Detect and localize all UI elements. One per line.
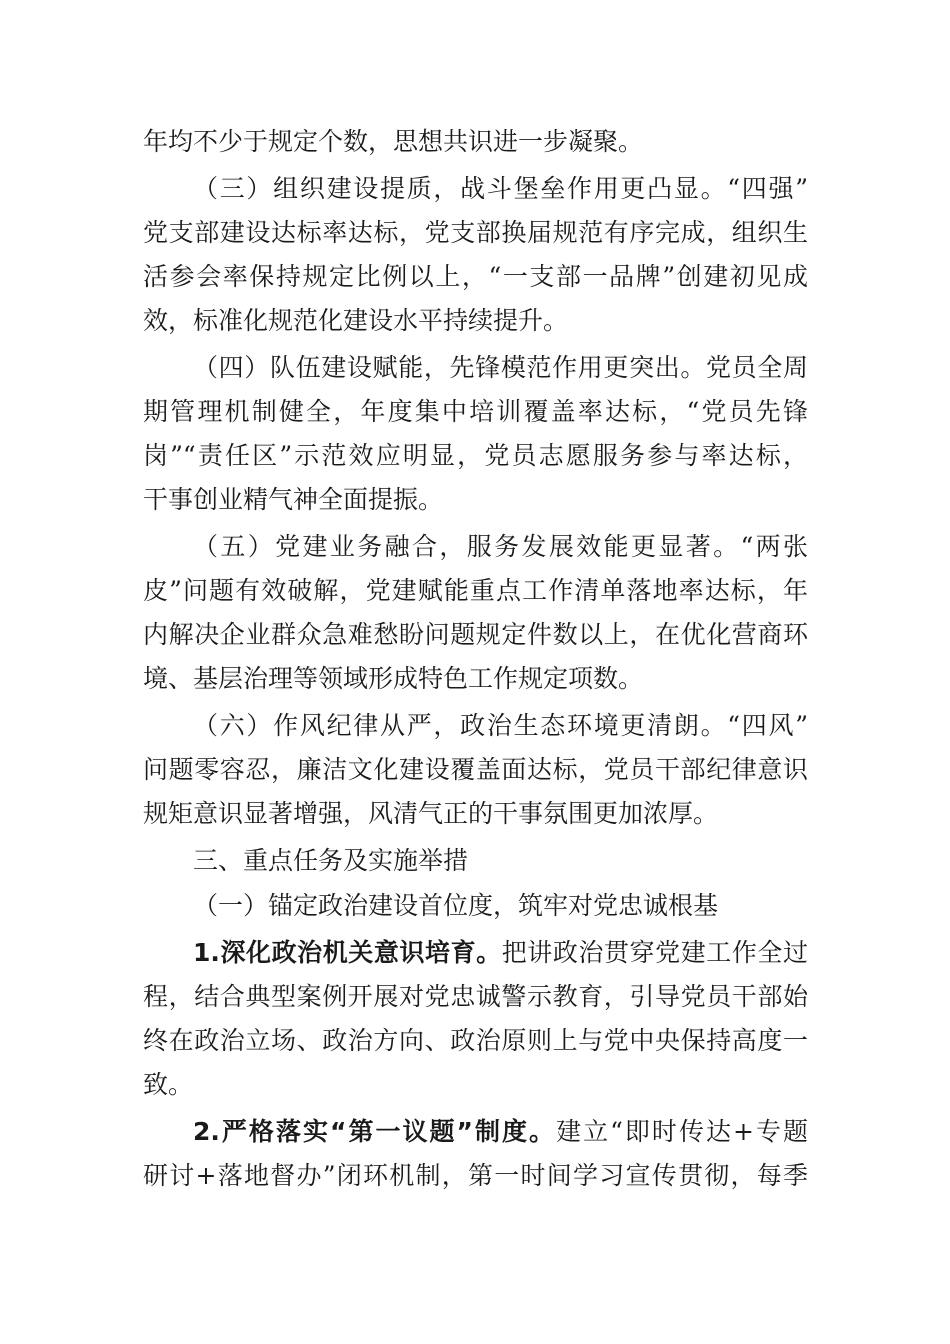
text-line: 内解决企业群众急难愁盼问题规定件数以上，在优化营商环 — [143, 620, 808, 649]
text-line: 研讨+落地督办”闭环机制，第一时间学习宣传贯彻，每季 — [143, 1161, 808, 1190]
text-line: （六）作风纪律从严，政治生态环境更清朗。“四风” — [193, 711, 808, 740]
text-line: 致。 — [143, 1070, 194, 1099]
paragraph-organization — [143, 167, 808, 343]
text-line — [143, 1110, 808, 1154]
paragraph-political-awareness — [143, 931, 808, 1107]
text-line: 问题零容忍，廉洁文化建设覆盖面达标，党员干部纪律意识 — [143, 755, 808, 784]
text-line: 岗”“责任区”示范效应明显，党员志愿服务参与率达标， — [143, 441, 808, 470]
text-line: （四）队伍建设赋能，先锋模范作用更突出。党员全周 — [193, 353, 808, 382]
paragraph-continued — [143, 120, 808, 164]
text-line: 年均不少于规定个数，思想共识进一步凝聚。 — [143, 127, 644, 156]
heading-3-1: （一）锚定政治建设首位度，筑牢对党忠诚根基 — [193, 891, 719, 920]
text-line: 党支部建设达标率达标，党支部换届规范有序完成，组织生 — [143, 218, 808, 247]
section-heading — [143, 839, 808, 883]
text-line: 活参会率保持规定比例以上，“一支部一品牌”创建初见成 — [143, 262, 808, 291]
text-line: （三）组织建设提质，战斗堡垒作用更凸显。“四强” — [193, 174, 808, 203]
text-line: 规矩意识显著增强，风清气正的干事氛围更加浓厚。 — [143, 799, 719, 828]
item-title: 1.深化政治机关意识培育。 — [193, 938, 502, 967]
text-line: 终在政治立场、政治方向、政治原则上与党中央保持高度一 — [143, 1026, 808, 1055]
heading-3: 三、重点任务及实施举措 — [193, 846, 469, 875]
item-title: 2.严格落实“第一议题”制度。 — [193, 1117, 557, 1146]
paragraph-team — [143, 346, 808, 522]
text-line: 程，结合典型案例开展对党忠诚警示教育，引导党员干部始 — [143, 982, 808, 1011]
item-text: 建立“即时传达+专题 — [556, 1117, 808, 1146]
paragraph-discipline — [143, 704, 808, 836]
text-line — [143, 931, 808, 975]
paragraph-first-topic — [143, 1110, 808, 1198]
item-text: 把讲政治贯穿党建工作全过 — [501, 938, 808, 967]
text-line: 期管理机制健全，年度集中培训覆盖率达标，“党员先锋 — [143, 397, 808, 426]
paragraph-integration — [143, 525, 808, 701]
subsection-heading — [143, 884, 808, 928]
document-page — [143, 120, 808, 1198]
text-line: 皮”问题有效破解，党建赋能重点工作清单落地率达标，年 — [143, 576, 808, 605]
text-line: 效，标准化规范化建设水平持续提升。 — [143, 306, 569, 335]
text-line: 干事创业精气神全面提振。 — [143, 485, 444, 514]
text-line: （五）党建业务融合，服务发展效能更显著。“两张 — [193, 532, 808, 561]
text-line: 境、基层治理等领域形成特色工作规定项数。 — [143, 664, 644, 693]
